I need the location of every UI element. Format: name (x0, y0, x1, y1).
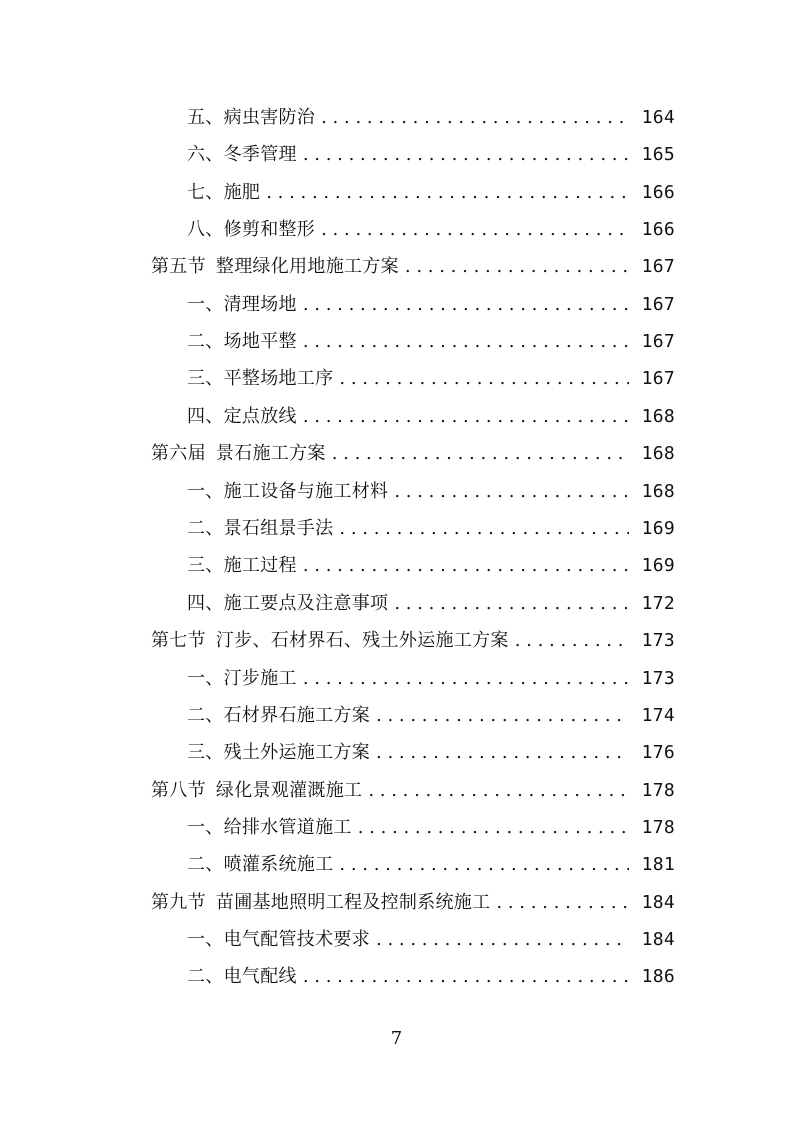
toc-entry-page: 176 (641, 742, 675, 763)
toc-entry-page: 173 (641, 630, 675, 651)
toc-entry-label: 二、场地平整 (187, 331, 297, 352)
toc-dot-leader (266, 178, 629, 208)
toc-entry-page: 174 (641, 705, 675, 726)
toc-entry-label: 整理绿化用地施工方案 (215, 256, 399, 277)
toc-dot-leader (303, 664, 629, 694)
toc-entry-label: 景石施工方案 (215, 443, 326, 464)
toc-entry (0, 103, 793, 133)
toc-dot-leader (376, 701, 629, 731)
toc-entry-page: 172 (641, 593, 675, 614)
toc-entry-label: 一、施工设备与施工材料 (187, 481, 389, 502)
toc-section-entry (0, 439, 793, 469)
toc-entry-label: 苗圃基地照明工程及控制系统施工 (215, 892, 491, 913)
toc-dot-leader (332, 439, 629, 469)
toc-entry-page: 184 (641, 929, 675, 950)
toc-entry-page: 166 (641, 182, 675, 203)
toc-entry-page: 168 (641, 406, 675, 427)
toc-section-entry (0, 888, 793, 918)
toc-entry (0, 364, 793, 394)
toc-dot-leader (394, 477, 629, 507)
toc-entry-label: 七、施肥 (187, 182, 261, 203)
toc-entry-label: 二、石材界石施工方案 (187, 705, 370, 726)
toc-section-number: 第七节 (151, 630, 206, 651)
toc-entry-label: 汀步、石材界石、残土外运施工方案 (215, 630, 509, 651)
toc-dot-leader (394, 589, 629, 619)
toc-entry-label: 五、病虫害防治 (187, 107, 316, 128)
toc-dot-leader (303, 551, 629, 581)
toc-dot-leader (303, 962, 629, 992)
toc-entry-label: 二、喷灌系统施工 (187, 854, 334, 875)
toc-dot-leader (303, 290, 629, 320)
toc-entry-label: 绿化景观灌溉施工 (215, 780, 363, 801)
toc-entry-page: 178 (641, 780, 675, 801)
toc-entry-page: 184 (641, 892, 675, 913)
toc-entry-page: 168 (641, 443, 675, 464)
toc-entry-label: 二、景石组景手法 (187, 518, 334, 539)
toc-entry (0, 589, 793, 619)
toc-dot-leader (515, 626, 629, 656)
toc-entry-page: 173 (641, 668, 675, 689)
toc-entry-page: 167 (641, 294, 675, 315)
toc-entry-label: 四、施工要点及注意事项 (187, 593, 389, 614)
toc-entry-page: 167 (641, 368, 675, 389)
toc-entry-label: 一、给排水管道施工 (187, 817, 352, 838)
toc-entry (0, 178, 793, 208)
toc-section-number: 第五节 (151, 256, 206, 277)
toc-entry (0, 813, 793, 843)
toc-entry-page: 167 (641, 331, 675, 352)
toc-entry (0, 701, 793, 731)
toc-entry-page: 169 (641, 555, 675, 576)
toc-entry-label: 三、残土外运施工方案 (187, 742, 370, 763)
toc-section-number: 第六届 (151, 443, 206, 464)
toc-entry (0, 477, 793, 507)
toc-entry-label: 六、冬季管理 (187, 144, 297, 165)
toc-dot-leader (358, 813, 629, 843)
toc-dot-leader (376, 925, 629, 955)
toc-dot-leader (321, 103, 629, 133)
toc-dot-leader (339, 514, 629, 544)
toc-entry (0, 664, 793, 694)
toc-entry-label: 一、电气配管技术要求 (187, 929, 370, 950)
toc-entry-page: 169 (641, 518, 675, 539)
toc-dot-leader (405, 252, 629, 282)
toc-entry-label: 一、清理场地 (187, 294, 297, 315)
toc-dot-leader (321, 215, 629, 245)
toc-entry-label: 二、电气配线 (187, 966, 297, 987)
toc-entry-page: 181 (641, 854, 675, 875)
toc-entry-page: 167 (641, 256, 675, 277)
toc-dot-leader (339, 850, 629, 880)
toc-entry-label: 四、定点放线 (187, 406, 297, 427)
toc-entry (0, 402, 793, 432)
toc-entry-page: 168 (641, 481, 675, 502)
toc-entry (0, 850, 793, 880)
toc-dot-leader (339, 364, 629, 394)
toc-entry (0, 140, 793, 170)
toc-dot-leader (376, 738, 629, 768)
page-number: 7 (390, 1028, 403, 1049)
toc-entry (0, 514, 793, 544)
toc-entry-page: 186 (641, 966, 675, 987)
toc-dot-leader (303, 327, 629, 357)
toc-dot-leader (303, 402, 629, 432)
toc-section-number: 第八节 (151, 780, 206, 801)
toc-dot-leader (368, 776, 629, 806)
toc-entry-page: 165 (641, 144, 675, 165)
toc-entry-label: 三、施工过程 (187, 555, 297, 576)
toc-section-entry (0, 776, 793, 806)
toc-entry-label: 一、汀步施工 (187, 668, 297, 689)
toc-entry (0, 215, 793, 245)
toc-section-entry (0, 626, 793, 656)
toc-section-number: 第九节 (151, 892, 206, 913)
toc-entry-label: 三、平整场地工序 (187, 368, 334, 389)
toc-entry (0, 738, 793, 768)
toc-entry-page: 166 (641, 219, 675, 240)
toc-entry-page: 164 (641, 107, 675, 128)
toc-dot-leader (303, 140, 629, 170)
toc-entry (0, 962, 793, 992)
toc-entry (0, 290, 793, 320)
toc-entry (0, 551, 793, 581)
toc-entry-page: 178 (641, 817, 675, 838)
toc-dot-leader (496, 888, 629, 918)
toc-entry (0, 327, 793, 357)
toc-entry-label: 八、修剪和整形 (187, 219, 316, 240)
toc-entry (0, 925, 793, 955)
toc-section-entry (0, 252, 793, 282)
